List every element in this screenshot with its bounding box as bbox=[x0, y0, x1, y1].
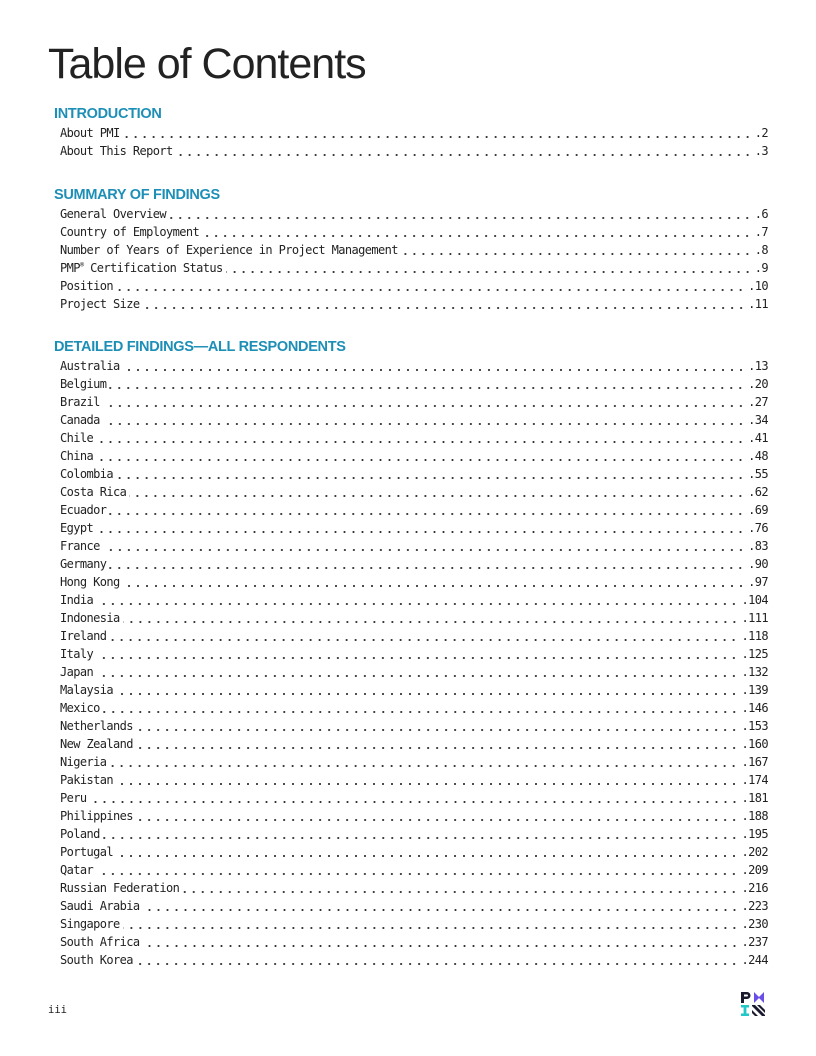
toc-entry[interactable] bbox=[60, 699, 768, 717]
dot-leader bbox=[136, 728, 739, 732]
dot-leader bbox=[109, 764, 738, 768]
toc-entry-page: . 188 bbox=[742, 807, 769, 825]
toc-entry-list bbox=[54, 205, 768, 313]
toc-entry-page: . 83 bbox=[748, 537, 768, 555]
toc-entry-page: . 20 bbox=[748, 375, 768, 393]
dot-leader bbox=[116, 692, 739, 696]
toc-entry-list bbox=[54, 124, 768, 160]
toc-entry-label: Project Size bbox=[60, 297, 140, 311]
toc-entry-page: . 69 bbox=[748, 501, 768, 519]
toc-entry-page: . 160 bbox=[742, 735, 769, 753]
toc-entry[interactable] bbox=[60, 429, 768, 447]
pmi-logo-icon bbox=[740, 991, 766, 1017]
toc-entry[interactable] bbox=[60, 771, 768, 789]
dot-leader bbox=[96, 530, 745, 534]
toc-entry-page: . 237 bbox=[742, 933, 769, 951]
toc-entry-label: Japan bbox=[60, 665, 94, 679]
toc-entry[interactable] bbox=[60, 951, 768, 969]
toc-entry-page: . 9 bbox=[755, 259, 768, 277]
toc-entry-page: . 118 bbox=[742, 627, 769, 645]
section-heading: SUMMARY OF FINDINGS bbox=[54, 187, 220, 203]
dot-leader bbox=[123, 926, 739, 930]
dot-leader bbox=[116, 476, 745, 480]
toc-entry-label: Portugal bbox=[60, 845, 113, 859]
dot-leader bbox=[143, 908, 739, 912]
toc-entry-label: Country of Employment bbox=[60, 225, 200, 239]
toc-entry-page: . 34 bbox=[748, 411, 768, 429]
dot-leader bbox=[136, 746, 739, 750]
dot-leader bbox=[182, 890, 738, 894]
toc-entry[interactable] bbox=[60, 447, 768, 465]
toc-entry-page: . 11 bbox=[748, 295, 768, 313]
dot-leader bbox=[123, 135, 752, 139]
toc-entry-page: . 7 bbox=[755, 223, 768, 241]
toc-entry-label: France bbox=[60, 539, 100, 553]
dot-leader bbox=[96, 602, 738, 606]
toc-entry-label: South Africa bbox=[60, 935, 140, 949]
toc-entry-label: Italy bbox=[60, 647, 94, 661]
toc-entry-label: Ireland bbox=[60, 629, 107, 643]
toc-entry-label: About This Report bbox=[60, 144, 173, 158]
toc-entry[interactable] bbox=[60, 681, 768, 699]
toc-entry-page: . 97 bbox=[748, 573, 768, 591]
toc-entry-page: . 146 bbox=[742, 699, 769, 717]
toc-entry[interactable] bbox=[60, 879, 768, 897]
toc-entry-label: Nigeria bbox=[60, 755, 107, 769]
toc-entry-label: Brazil bbox=[60, 395, 100, 409]
toc-entry-label: Ecuador bbox=[60, 503, 107, 517]
toc-entry-page: . 223 bbox=[742, 897, 769, 915]
toc-entry-label: Russian Federation bbox=[60, 881, 180, 895]
toc-entry[interactable] bbox=[60, 861, 768, 879]
toc-entry[interactable] bbox=[60, 483, 768, 501]
toc-entry-label: Costa Rica bbox=[60, 485, 127, 499]
dot-leader bbox=[136, 818, 739, 822]
toc-entry-page: . 195 bbox=[742, 825, 769, 843]
page-number: iii bbox=[48, 1004, 67, 1016]
toc-entry[interactable] bbox=[60, 357, 768, 375]
toc-entry[interactable] bbox=[60, 807, 768, 825]
toc-entry-label: Number of Years of Experience in Project Management bbox=[60, 243, 398, 257]
dot-leader bbox=[103, 548, 745, 552]
dot-leader bbox=[143, 944, 739, 948]
toc-entry-label: Indonesia bbox=[60, 611, 120, 625]
toc-entry[interactable] bbox=[60, 555, 768, 573]
toc-entry-page: . 167 bbox=[742, 753, 769, 771]
section-heading: DETAILED FINDINGS—ALL RESPONDENTS bbox=[54, 339, 346, 355]
toc-entry-label: Canada bbox=[60, 413, 100, 427]
toc-entry-label: Belgium bbox=[60, 377, 107, 391]
section-heading: INTRODUCTION bbox=[54, 106, 162, 122]
toc-entry[interactable] bbox=[60, 753, 768, 771]
toc-entry[interactable] bbox=[60, 645, 768, 663]
toc-entry[interactable] bbox=[60, 411, 768, 429]
toc-section-summary bbox=[54, 185, 768, 313]
toc-entry-label: About PMI bbox=[60, 126, 120, 140]
toc-entry[interactable] bbox=[60, 519, 768, 537]
toc-entry-label: Position bbox=[60, 279, 113, 293]
toc-entry-page: . 216 bbox=[742, 879, 769, 897]
dot-leader bbox=[116, 782, 739, 786]
toc-entry-list bbox=[54, 357, 768, 969]
toc-entry[interactable] bbox=[60, 627, 768, 645]
toc-entry-page: . 27 bbox=[748, 393, 768, 411]
dot-leader bbox=[123, 620, 739, 624]
dot-leader bbox=[123, 368, 746, 372]
toc-entry-label: Australia bbox=[60, 359, 120, 373]
dot-leader bbox=[226, 270, 752, 274]
toc-entry-page: . 230 bbox=[742, 915, 769, 933]
toc-entry-page: . 153 bbox=[742, 717, 769, 735]
toc-entry-page: . 104 bbox=[742, 591, 769, 609]
dot-leader bbox=[103, 422, 745, 426]
toc-entry-page: . 41 bbox=[748, 429, 768, 447]
toc-entry-page: . 13 bbox=[748, 357, 768, 375]
toc-entry-label: New Zealand bbox=[60, 737, 133, 751]
dot-leader bbox=[96, 656, 738, 660]
toc-entry[interactable] bbox=[60, 124, 768, 142]
dot-leader bbox=[96, 872, 738, 876]
toc-entry-label: Malaysia bbox=[60, 683, 113, 697]
toc-entry-page: . 76 bbox=[748, 519, 768, 537]
toc-entry-page: . 48 bbox=[748, 447, 768, 465]
toc-entry-page: . 174 bbox=[742, 771, 769, 789]
dot-leader bbox=[103, 404, 745, 408]
toc-entry[interactable] bbox=[60, 537, 768, 555]
toc-entry-label: General Overview bbox=[60, 207, 166, 221]
toc-entry-label: Poland bbox=[60, 827, 100, 841]
toc-entry[interactable] bbox=[60, 241, 768, 259]
dot-leader bbox=[401, 252, 752, 256]
toc-entry[interactable] bbox=[60, 393, 768, 411]
toc-entry-label: Peru bbox=[60, 791, 87, 805]
toc-entry[interactable] bbox=[60, 223, 768, 241]
toc-entry-label: South Korea bbox=[60, 953, 133, 967]
toc-entry[interactable] bbox=[60, 735, 768, 753]
dot-leader bbox=[129, 494, 745, 498]
dot-leader bbox=[109, 566, 745, 570]
toc-entry[interactable] bbox=[60, 933, 768, 951]
toc-entry[interactable] bbox=[60, 591, 768, 609]
dot-leader bbox=[109, 386, 745, 390]
toc-entry-page: . 90 bbox=[748, 555, 768, 573]
toc-section-detailed-findings bbox=[54, 337, 768, 969]
dot-leader bbox=[103, 710, 739, 714]
dot-leader bbox=[116, 854, 739, 858]
dot-leader bbox=[96, 440, 745, 444]
toc-entry-page: . 132 bbox=[742, 663, 769, 681]
toc-entry[interactable] bbox=[60, 897, 768, 915]
toc-entry[interactable] bbox=[60, 825, 768, 843]
page-title: Table of Contents bbox=[48, 40, 366, 88]
toc-entry-page: . 125 bbox=[742, 645, 769, 663]
toc-entry[interactable] bbox=[60, 501, 768, 519]
toc-entry-page: . 181 bbox=[742, 789, 769, 807]
toc-entry-label: Pakistan bbox=[60, 773, 113, 787]
toc-entry-label: Mexico bbox=[60, 701, 100, 715]
toc-entry[interactable] bbox=[60, 375, 768, 393]
toc-entry[interactable] bbox=[60, 789, 768, 807]
toc-entry[interactable] bbox=[60, 295, 768, 313]
toc-entry-label: PMP® Certification Status bbox=[60, 261, 223, 275]
toc-entry-label: Singapore bbox=[60, 917, 120, 931]
dot-leader bbox=[96, 674, 738, 678]
toc-entry-page: . 62 bbox=[748, 483, 768, 501]
toc-entry-label: Netherlands bbox=[60, 719, 133, 733]
toc-entry[interactable] bbox=[60, 663, 768, 681]
toc-entry-page: . 3 bbox=[755, 142, 768, 160]
toc-entry-label: Chile bbox=[60, 431, 94, 445]
dot-leader bbox=[143, 306, 746, 310]
toc-section-introduction bbox=[54, 104, 768, 160]
toc-entry-page: . 2 bbox=[755, 124, 768, 142]
toc-entry-label: India bbox=[60, 593, 94, 607]
toc-entry-page: . 209 bbox=[742, 861, 769, 879]
dot-leader bbox=[169, 216, 752, 220]
toc-entry-label: Philippines bbox=[60, 809, 133, 823]
dot-leader bbox=[136, 962, 739, 966]
toc-entry-label: Qatar bbox=[60, 863, 94, 877]
dot-leader bbox=[96, 458, 745, 462]
toc-entry[interactable] bbox=[60, 205, 768, 223]
toc-entry[interactable] bbox=[60, 609, 768, 627]
toc-entry-page: . 6 bbox=[755, 205, 768, 223]
dot-leader bbox=[109, 512, 745, 516]
toc-entry-page: . 244 bbox=[742, 951, 769, 969]
dot-leader bbox=[90, 800, 739, 804]
toc-entry[interactable] bbox=[60, 142, 768, 160]
toc-entry[interactable] bbox=[60, 717, 768, 735]
toc-entry[interactable] bbox=[60, 843, 768, 861]
dot-leader bbox=[109, 638, 738, 642]
toc-entry-page: . 202 bbox=[742, 843, 769, 861]
dot-leader bbox=[116, 288, 745, 292]
toc-entry-label: China bbox=[60, 449, 94, 463]
toc-entry-label: Saudi Arabia bbox=[60, 899, 140, 913]
dot-leader bbox=[202, 234, 752, 238]
toc-entry[interactable] bbox=[60, 915, 768, 933]
toc-entry-page: . 10 bbox=[748, 277, 768, 295]
dot-leader bbox=[103, 836, 739, 840]
dot-leader bbox=[176, 153, 752, 157]
dot-leader bbox=[123, 584, 746, 588]
toc-entry-label: Colombia bbox=[60, 467, 113, 481]
toc-entry-label: Egypt bbox=[60, 521, 94, 535]
toc-entry[interactable] bbox=[60, 277, 768, 295]
toc-entry-label: Hong Kong bbox=[60, 575, 120, 589]
toc-entry-page: . 55 bbox=[748, 465, 768, 483]
toc-entry[interactable] bbox=[60, 259, 768, 277]
toc-entry-page: . 111 bbox=[742, 609, 769, 627]
toc-entry-page: . 139 bbox=[742, 681, 769, 699]
toc-entry[interactable] bbox=[60, 465, 768, 483]
toc-entry-page: . 8 bbox=[755, 241, 768, 259]
toc-entry[interactable] bbox=[60, 573, 768, 591]
toc-entry-label: Germany bbox=[60, 557, 107, 571]
